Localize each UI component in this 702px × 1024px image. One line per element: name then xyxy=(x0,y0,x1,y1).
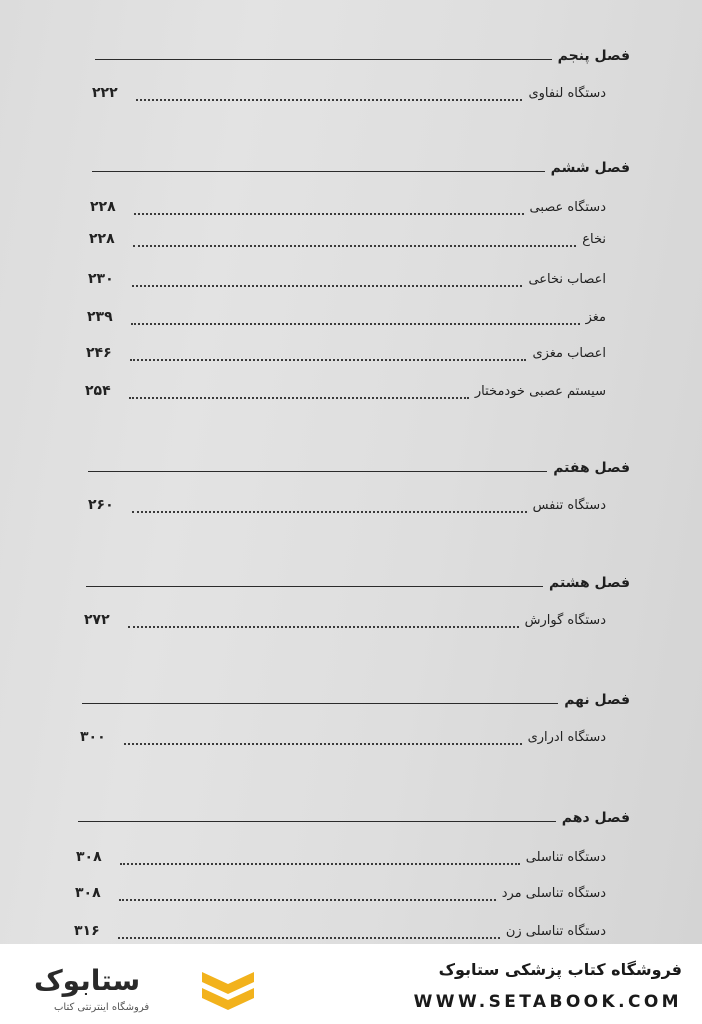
toc-leader-dots xyxy=(132,511,527,513)
toc-leader-dots xyxy=(128,626,519,628)
toc-leader-dots xyxy=(120,863,520,865)
toc-leader-dots xyxy=(136,99,522,101)
toc-entry xyxy=(0,346,702,366)
toc-page-number: ۳۱۶ xyxy=(74,923,100,939)
logo-subtitle: فروشگاه اینترنتی کتاب xyxy=(54,1002,150,1013)
chapter-divider xyxy=(88,471,547,472)
chapter-divider xyxy=(78,821,556,822)
toc-page-number: ۲۳۹ xyxy=(87,309,113,325)
chapter-title: فصل هشتم xyxy=(549,575,630,591)
toc-entry-title: اعصاب مغزی xyxy=(532,346,606,361)
toc-entry-title: دستگاه لنفاوی xyxy=(528,86,606,101)
toc-page-number: ۲۷۲ xyxy=(84,612,110,628)
toc-page-number: ۲۲۲ xyxy=(92,85,118,101)
toc-entry xyxy=(0,613,702,633)
toc-page-number: ۳۰۸ xyxy=(75,885,101,901)
toc-entry-title: دستگاه گوارش xyxy=(524,613,606,628)
toc-entry xyxy=(0,850,702,870)
toc-entry-title: دستگاه عصبی xyxy=(529,200,606,215)
toc-entry-title: مغز xyxy=(585,310,606,325)
toc-leader-dots xyxy=(118,937,500,939)
book-logo-icon xyxy=(198,968,258,1014)
toc-entry xyxy=(0,924,702,944)
toc-entry-title: دستگاه تنفس xyxy=(532,498,606,513)
toc-page-number: ۲۲۸ xyxy=(90,199,116,215)
chapter-title: فصل هفتم xyxy=(553,460,630,476)
chapter-title: فصل نهم xyxy=(564,692,630,708)
toc-page-number: ۲۴۶ xyxy=(86,345,112,361)
toc-leader-dots xyxy=(130,359,526,361)
chapter-title: فصل پنجم xyxy=(557,48,630,64)
toc-entry-title: نخاع xyxy=(582,232,606,247)
toc-entry xyxy=(0,200,702,220)
toc-page-number: ۲۲۸ xyxy=(89,231,115,247)
toc-entry-title: دستگاه تناسلی xyxy=(525,850,606,865)
toc-leader-dots xyxy=(131,323,580,325)
shop-name: فروشگاه کتاب پزشکی ستابوک xyxy=(438,960,682,979)
toc-page-number: ۳۰۸ xyxy=(76,849,102,865)
logo-wordmark: ستابوک xyxy=(34,964,141,997)
chapter-title: فصل ششم xyxy=(550,160,630,176)
chapter-divider xyxy=(82,703,558,704)
toc-page-number: ۳۰۰ xyxy=(80,729,106,745)
toc-leader-dots xyxy=(132,285,522,287)
toc-entry-title: دستگاه تناسلی مرد xyxy=(501,886,606,901)
toc-leader-dots xyxy=(133,245,576,247)
shop-url[interactable]: WWW.SETABOOK.COM xyxy=(413,992,682,1012)
toc-entry xyxy=(0,384,702,404)
toc-page-number: ۲۳۰ xyxy=(88,271,114,287)
toc-entry xyxy=(0,86,702,106)
chapter-divider xyxy=(95,59,552,60)
toc-entry xyxy=(0,498,702,518)
chapter-title: فصل دهم xyxy=(561,810,630,826)
toc-leader-dots xyxy=(129,397,469,399)
toc-leader-dots xyxy=(134,213,524,215)
toc-leader-dots xyxy=(119,899,496,901)
toc-leader-dots xyxy=(124,743,522,745)
toc-page-number: ۲۵۴ xyxy=(85,383,111,399)
chapter-divider xyxy=(92,171,545,172)
toc-entry xyxy=(0,310,702,330)
chapter-divider xyxy=(86,586,543,587)
logo-chevron-top xyxy=(202,972,254,994)
toc-entry-title: دستگاه ادراری xyxy=(527,730,606,745)
toc-entry xyxy=(0,232,702,252)
toc-entry-title: اعصاب نخاعی xyxy=(528,272,606,287)
toc-entry xyxy=(0,272,702,292)
toc-entry-title: دستگاه تناسلی زن xyxy=(505,924,606,939)
toc-page-number: ۲۶۰ xyxy=(88,497,114,513)
toc-entry xyxy=(0,730,702,750)
toc-entry-title: سیستم عصبی خودمختار xyxy=(474,384,606,399)
toc-entry xyxy=(0,886,702,906)
